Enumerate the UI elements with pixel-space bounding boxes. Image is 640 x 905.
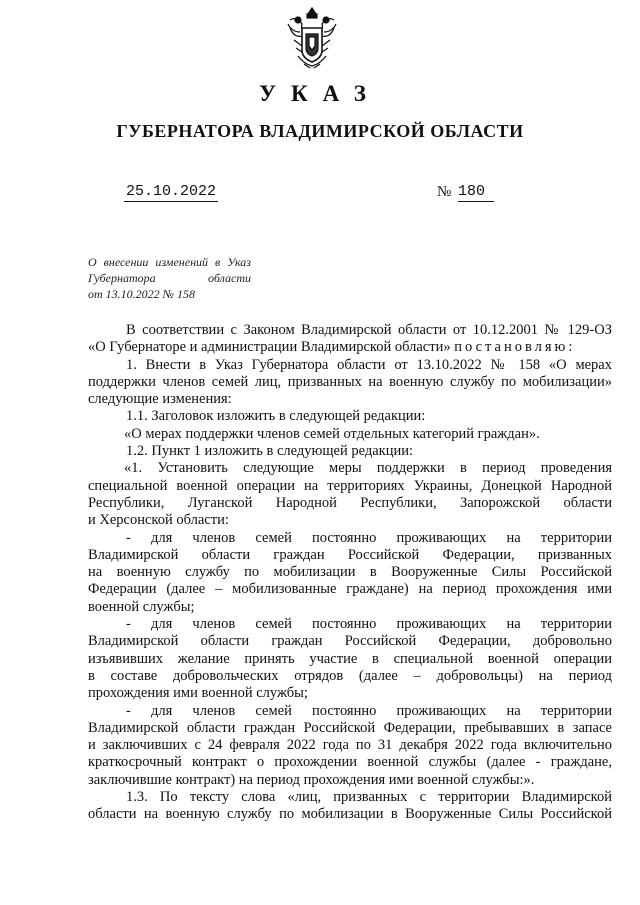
paragraph-line: 1.2. Пункт 1 изложить в следующей редакции: <box>126 443 414 460</box>
paragraph-line: заключившие контракт) на период прохождения ими военной службы:». <box>88 771 535 788</box>
decree-date: 25.10.2022 <box>125 183 216 200</box>
caption-line: от 13.10.2022 № 158 <box>88 287 195 301</box>
paragraph-line: и заключивших с 24 февраля 2022 года по 31 декабря 2022 года включительно <box>88 737 612 754</box>
paragraph-line: 1.3. По тексту слова «лиц, призванных с территории Владимирской <box>126 789 612 806</box>
paragraph-line: «О мерах поддержки членов семей отдельных категорий граждан». <box>124 425 540 442</box>
document-body <box>88 322 612 824</box>
caption-line: Губернатора области <box>88 271 251 285</box>
paragraph-line: в составе добровольческих отрядов (далее – добровольцы) на период <box>88 667 612 684</box>
enactment-word: постановляю: <box>454 339 576 356</box>
paragraph-line: Владимирской области граждан Российской Федерации, призванных <box>88 546 612 563</box>
decree-number: 180 <box>458 183 494 202</box>
paragraph-line: Республики, Луганской Народной Республики, Запорожской области <box>88 494 612 511</box>
paragraph-line: - для членов семей постоянно проживающих на территории <box>126 702 612 719</box>
decree-title: УКАЗ <box>259 81 381 106</box>
paragraph-text: «О Губернаторе и администрации Владимирской области» <box>88 339 451 356</box>
paragraph-line: 1.1. Заголовок изложить в следующей редакции: <box>126 408 426 425</box>
paragraph-line: поддержки членов семей лиц, призванных на военную службу по мобилизации» <box>88 373 612 390</box>
paragraph-line <box>88 339 612 356</box>
paragraph-line: и Херсонской области: <box>88 512 229 529</box>
paragraph-line: Владимирской области граждан Российской Федерации, пребывавших в запасе <box>88 719 612 736</box>
paragraph-line: - для членов семей постоянно проживающих на территории <box>126 529 612 546</box>
paragraph-line: специальной военной операции на территориях Украины, Донецкой Народной <box>88 477 612 494</box>
paragraph-line: Владимирской области граждан Российской Федерации, добровольно <box>88 633 612 650</box>
document-caption <box>88 254 251 302</box>
paragraph-line: Федерации (далее – мобилизованные граждане) на период прохождения ими <box>88 581 612 598</box>
paragraph-line: 1. Внести в Указ Губернатора области от 13.10.2022 № 158 «О мерах <box>126 356 612 373</box>
decree-issuer: ГУБЕРНАТОРА ВЛАДИМИРСКОЙ ОБЛАСТИ <box>116 121 524 141</box>
paragraph-line: краткосрочный контракт о прохождении военной службы (далее - граждане, <box>88 754 612 771</box>
paragraph-line: В соответствии с Законом Владимирской области от 10.12.2001 № 129-ОЗ <box>126 322 612 338</box>
paragraph-line: «1. Установить следующие меры поддержки в период проведения <box>124 460 612 477</box>
paragraph-line: на военную службу по мобилизации в Вооруженные Силы Российской <box>88 564 612 581</box>
paragraph-line: следующие изменения: <box>88 391 232 408</box>
paragraph-line: области на военную службу по мобилизации в Вооруженные Силы Российской <box>88 806 612 823</box>
paragraph-line: прохождения ими военной службы; <box>88 685 308 702</box>
number-sign: № <box>437 184 452 200</box>
paragraph-line: изъявивших желание принять участие в специальной военной операции <box>88 650 612 667</box>
paragraph-line: - для членов семей постоянно проживающих на территории <box>126 616 612 633</box>
coat-of-arms-emblem <box>284 6 340 70</box>
caption-line: О внесении изменений в Указ <box>88 255 251 269</box>
paragraph-line: военной службы; <box>88 598 195 615</box>
